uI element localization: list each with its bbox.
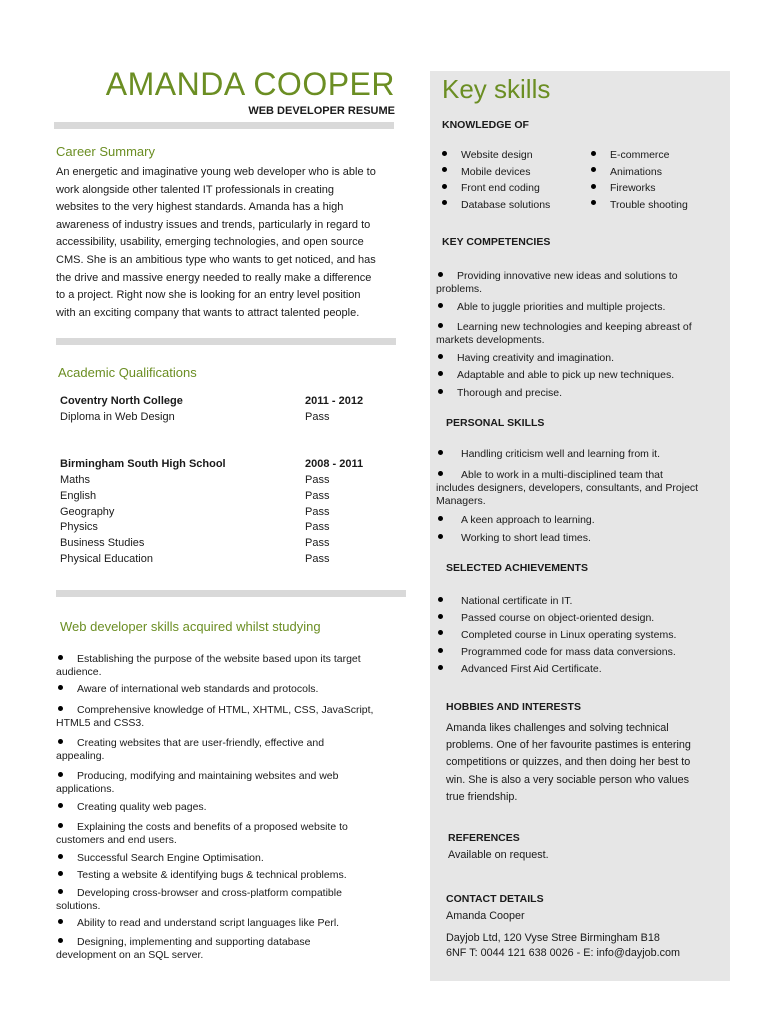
contact-address: Dayjob Ltd, 120 Vyse Stree Birmingham B18 6NF T: 0044 121 638 0026 - E: info@dayjob.com bbox=[446, 932, 681, 959]
bullet-icon bbox=[438, 323, 443, 328]
subject-result: Pass bbox=[305, 553, 330, 565]
bullet-icon bbox=[438, 450, 443, 455]
bullet-icon bbox=[58, 938, 63, 943]
bullet-icon bbox=[442, 200, 447, 205]
college-years: 2011 - 2012 bbox=[305, 395, 364, 407]
career-summary-title: Career Summary bbox=[56, 144, 155, 159]
bullet-icon bbox=[58, 706, 63, 711]
contact-heading: CONTACT DETAILS bbox=[446, 893, 544, 905]
bullet-icon bbox=[58, 919, 63, 924]
bullet-icon bbox=[438, 534, 443, 539]
bullet-icon bbox=[438, 471, 443, 476]
bullet-icon bbox=[442, 184, 447, 189]
references-heading: REFERENCES bbox=[448, 832, 520, 844]
bullet-icon bbox=[591, 167, 596, 172]
bullet-icon bbox=[442, 167, 447, 172]
bullet-icon bbox=[438, 272, 443, 277]
bullet-icon bbox=[438, 665, 443, 670]
key-skills-title: Key skills bbox=[442, 74, 551, 104]
bullet-icon bbox=[58, 685, 63, 690]
bullet-icon bbox=[58, 823, 63, 828]
achievements-heading: SELECTED ACHIEVEMENTS bbox=[446, 562, 588, 574]
subject-name: Physical Education bbox=[60, 553, 153, 565]
bullet-icon bbox=[438, 648, 443, 653]
contact-name: Amanda Cooper bbox=[446, 910, 525, 922]
school-name: Birmingham South High School bbox=[60, 458, 226, 470]
bullet-icon bbox=[58, 871, 63, 876]
academic-title: Academic Qualifications bbox=[58, 365, 197, 380]
career-summary-text: An energetic and imaginative young web developer who is able to work alongside other talented IT professionals in creating websites to the very highest standards. Amanda has a high awareness of industry issues and trends, particularly in regard to accessibility, usability, emerging technologies, and open source CMS. She is an ambitious type who wants to get noticed, and has the drive and massive energy needed to really make a difference to a project. Right now she is looking for an entry level position with an exciting company that wants to attract talented people. bbox=[56, 166, 376, 319]
subject-name: Geography bbox=[60, 505, 115, 518]
college-course: Diploma in Web Design bbox=[60, 411, 175, 423]
bullet-icon bbox=[438, 303, 443, 308]
bullet-icon bbox=[58, 772, 63, 777]
divider-top bbox=[54, 122, 394, 129]
college-name: Coventry North College bbox=[60, 395, 183, 407]
school-years: 2008 - 2011 bbox=[305, 458, 364, 470]
bullet-icon bbox=[58, 655, 63, 660]
bullet-icon bbox=[438, 614, 443, 619]
bullet-icon bbox=[438, 597, 443, 602]
subject-result: Pass bbox=[305, 489, 330, 502]
subject-result: Pass bbox=[305, 505, 330, 518]
subject-name: Physics bbox=[60, 521, 98, 534]
divider-summary bbox=[56, 338, 396, 345]
bullet-icon bbox=[58, 889, 63, 894]
divider-academic bbox=[56, 590, 406, 597]
college-result: Pass bbox=[305, 411, 330, 423]
subject-name: Business Studies bbox=[60, 537, 145, 550]
subject-result: Pass bbox=[305, 537, 330, 550]
resume-subtitle: WEB DEVELOPER RESUME bbox=[248, 105, 395, 117]
bullet-icon bbox=[58, 854, 63, 859]
bullet-icon bbox=[442, 151, 447, 156]
subject-name: English bbox=[60, 489, 97, 502]
subject-name: Maths bbox=[60, 474, 90, 486]
subject-result: Pass bbox=[305, 521, 330, 534]
bullet-icon bbox=[438, 389, 443, 394]
bullet-icon bbox=[58, 739, 63, 744]
bullet-icon bbox=[438, 354, 443, 359]
bullet-icon bbox=[438, 371, 443, 376]
hobbies-heading: HOBBIES AND INTERESTS bbox=[446, 701, 581, 713]
subject-result: Pass bbox=[305, 474, 330, 486]
candidate-name: AMANDA COOPER bbox=[105, 66, 395, 102]
web-skills-title: Web developer skills acquired whilst studying bbox=[60, 619, 321, 634]
hobbies-text: Amanda likes challenges and solving technical problems. One of her favourite pastimes is entering competitions or quizzes, and then doing her best to win. She is also a very sociable person who values true friendship. bbox=[446, 722, 691, 803]
bullet-icon bbox=[591, 184, 596, 189]
references-text: Available on request. bbox=[448, 849, 549, 861]
bullet-icon bbox=[591, 200, 596, 205]
personal-heading: PERSONAL SKILLS bbox=[446, 417, 545, 429]
knowledge-heading: KNOWLEDGE OF bbox=[442, 119, 529, 131]
competencies-heading: KEY COMPETENCIES bbox=[442, 236, 551, 248]
bullet-icon bbox=[438, 630, 443, 635]
bullet-icon bbox=[438, 516, 443, 521]
bullet-icon bbox=[591, 151, 596, 156]
bullet-icon bbox=[58, 803, 63, 808]
